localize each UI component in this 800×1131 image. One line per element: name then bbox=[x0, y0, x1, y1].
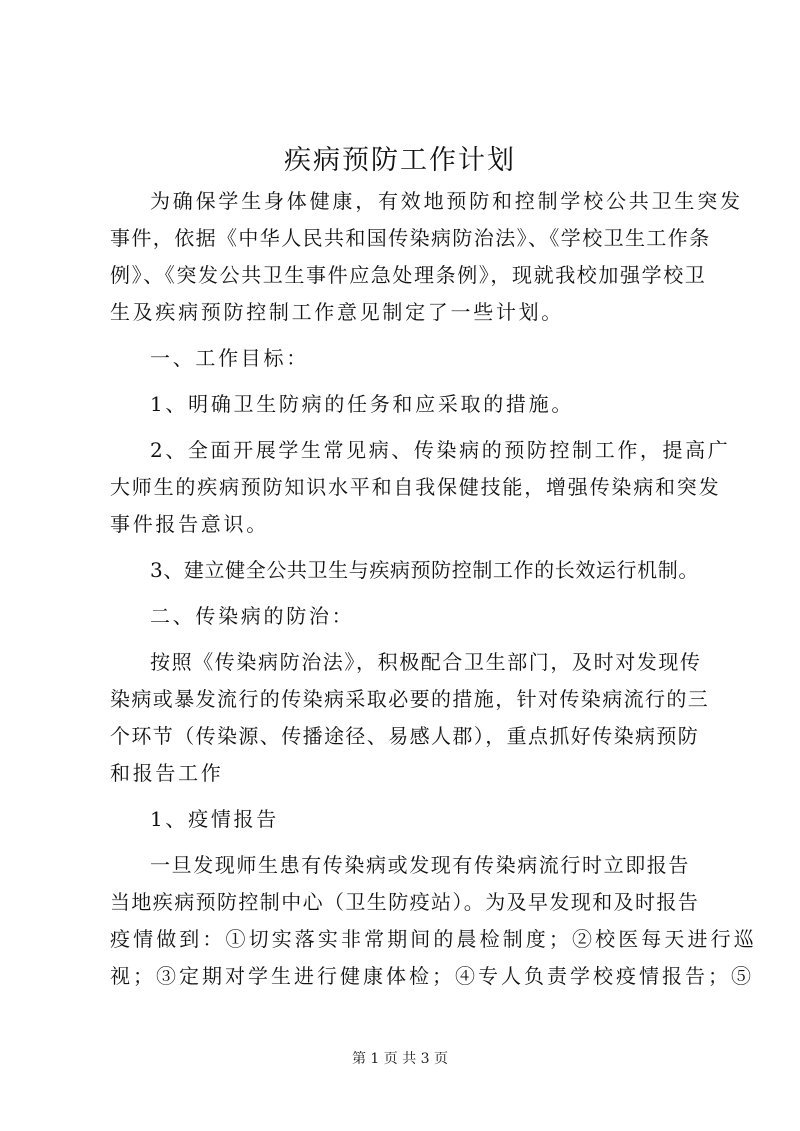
paragraph-line: 疫情做到：①切实落实非常期间的晨检制度；②校医每天进行巡 bbox=[110, 927, 757, 951]
section-heading: 一、工作目标： bbox=[150, 346, 309, 370]
paragraph-line: 当地疾病预防控制中心（卫生防疫站）。为及早发现和及时报告 bbox=[110, 890, 700, 914]
paragraph-line: 个环节（传染源、传播途径、易感人郡），重点抓好传染病预防 bbox=[110, 724, 700, 748]
paragraph-line: 视；③定期对学生进行健康体检；④专人负责学校疫情报告；⑤ bbox=[110, 964, 754, 988]
list-item: 1、明确卫生防病的任务和应采取的措施。 bbox=[150, 392, 575, 416]
subsection-heading: 1、疫情报告 bbox=[150, 807, 279, 831]
paragraph-line: 大师生的疾病预防知识水平和自我保健技能，增强传染病和突发 bbox=[110, 475, 721, 499]
document-body bbox=[110, 183, 757, 995]
section-heading: 二、传染病的防治： bbox=[150, 604, 355, 628]
list-item: 2、全面开展学生常见病、传染病的预防控制工作，提高广 bbox=[150, 438, 731, 462]
document-title: 疾病预防工作计划 bbox=[284, 145, 516, 176]
paragraph-line: 一旦发现师生患有传染病或发现有传染病流行时立即报告 bbox=[150, 853, 690, 877]
paragraph-line: 按照《传染病防治法》，积极配合卫生部门，及时对发现传 bbox=[150, 650, 702, 674]
paragraph-line: 为确保学生身体健康，有效地预防和控制学校公共卫生突发 bbox=[150, 189, 743, 213]
paragraph-line: 例》、《突发公共卫生事件应急处理条例》，现就我校加强学校卫 bbox=[110, 263, 707, 287]
page-indicator: 第 1 页 共 3 页 bbox=[351, 1051, 449, 1067]
paragraph-line: 染病或暴发流行的传染病采取必要的措施，针对传染病流行的三 bbox=[110, 687, 710, 711]
list-item: 3、建立健全公共卫生与疾病预防控制工作的长效运行机制。 bbox=[150, 558, 699, 582]
paragraph-line: 和报告工作 bbox=[110, 761, 224, 785]
paragraph-line: 事件，依据《中华人民共和国传染病防治法》、《学校卫生工作条 bbox=[110, 226, 711, 250]
paragraph-line: 事件报告意识。 bbox=[110, 512, 269, 536]
paragraph-line: 生及疾病预防控制工作意见制定了一些计划。 bbox=[110, 300, 564, 324]
